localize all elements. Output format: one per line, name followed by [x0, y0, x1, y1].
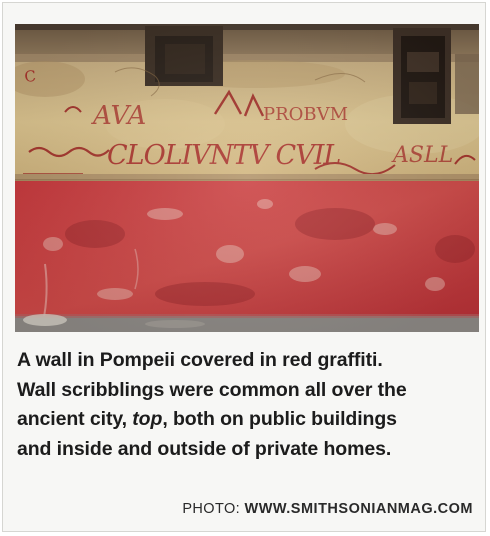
caption-text: ancient city,: [17, 408, 133, 430]
caption-text: , both on public buildings: [162, 408, 397, 430]
caption-line: A wall in Pompeii covered in red graffiti.: [17, 349, 383, 371]
caption-line: Wall scribblings were common all over the: [17, 378, 407, 401]
photo-caption: [17, 346, 479, 464]
credit-source: WWW.SMITHSONIANMAG.COM: [244, 501, 473, 517]
caption-emphasis: top: [132, 408, 163, 430]
photo-credit: [182, 501, 473, 517]
article-card: [2, 2, 486, 532]
pompeii-wall-photo: [15, 24, 479, 332]
credit-label: PHOTO:: [182, 501, 241, 517]
caption-line: and inside and outside of private homes.: [17, 437, 392, 460]
caption-line: [17, 405, 479, 435]
